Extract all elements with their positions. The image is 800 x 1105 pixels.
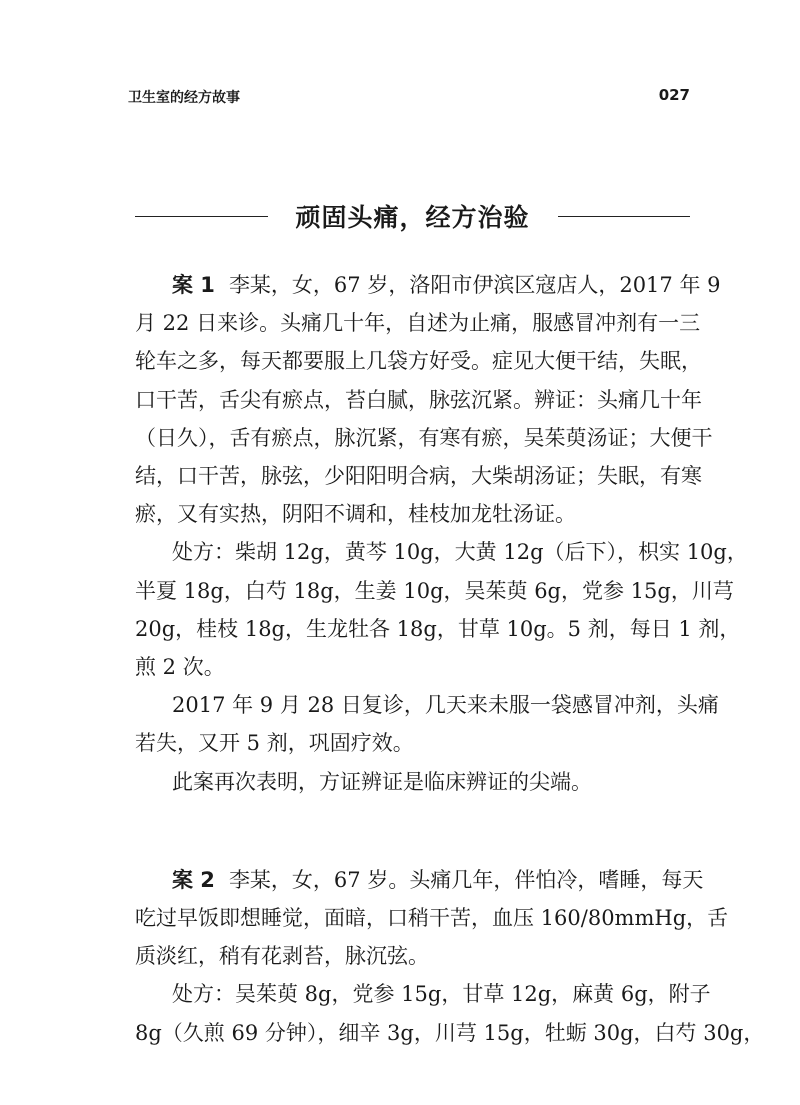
running-header-book-title: 卫生室的经方故事: [128, 90, 240, 106]
case-label: 案 2: [172, 867, 215, 892]
section-title: 顽固头痛，经方治验: [295, 203, 530, 232]
text-line: 2017 年 9 月 28 日复诊，几天来未服一袋感冒冲剂，头痛: [172, 693, 719, 718]
text-span: 李某，女，67 岁，洛阳市伊滨区寇店人，2017 年 9: [228, 273, 721, 297]
text-line: [135, 266, 721, 304]
text-line: 吃过早饭即想睡觉，面暗，口稍干苦，血压 160/80mmHg，舌: [135, 906, 729, 931]
case2-prescription: [135, 975, 765, 1051]
heading-rule-left: [135, 216, 268, 217]
text-line: 煎 2 次。: [135, 655, 225, 680]
text-line: 若失，又开 5 剂，巩固疗效。: [135, 731, 414, 756]
text-line: 质淡红，稍有花剥苔，脉沉弦。: [135, 944, 429, 969]
case2-paragraph: [135, 861, 729, 976]
text-span: 李某，女，67 岁。头痛几年，伴怕冷，嗜睡，每天: [228, 867, 704, 892]
text-line: 8g（久煎 69 分钟），细辛 3g，川芎 15g，牡蛎 30g，白芍 30g，: [135, 1020, 765, 1045]
text-line: 口干苦，舌尖有瘀点，苔白腻，脉弦沉紧。辨证：头痛几十年: [135, 387, 702, 412]
text-line: 处方：吴茱萸 8g，党参 15g，甘草 12g，麻黄 6g，附子: [172, 982, 711, 1007]
text-line: 月 22 日来诊。头痛几十年，自述为止痛，服感冒冲剂有一三: [135, 311, 701, 336]
section-heading: [135, 196, 690, 236]
body-text: [135, 266, 765, 1052]
text-line: 20g，桂枝 18g，生龙牡各 18g，甘草 10g。5 剂，每日 1 剂，: [135, 616, 741, 641]
case1-conclusion: 此案再次表明，方证辨证是临床辨证的尖端。: [172, 769, 592, 794]
page-number: 027: [658, 86, 690, 104]
text-line: 轮车之多，每天都要服上几袋方好受。症见大便干结，失眠，: [135, 349, 702, 374]
text-line: 半夏 18g，白芍 18g，生姜 10g，吴茱萸 6g，党参 15g，川芎: [135, 578, 734, 603]
case1-paragraph: [135, 266, 721, 533]
text-line: [135, 861, 704, 899]
case1-prescription: [135, 533, 748, 686]
case-label: 案 1: [172, 273, 215, 297]
text-line: 处方：柴胡 12g，黄芩 10g，大黄 12g（后下），枳实 10g，: [172, 540, 748, 565]
heading-rule-right: [558, 216, 691, 217]
text-line: 结，口干苦，脉弦，少阳阳明合病，大柴胡汤证；失眠，有寒: [135, 464, 702, 489]
case1-followup: [135, 686, 719, 762]
text-line: 瘀，又有实热，阴阳不调和，桂枝加龙牡汤证。: [135, 502, 576, 527]
text-line: （日久），舌有瘀点，脉沉紧，有寒有瘀，吴茱萸汤证；大便干: [135, 425, 713, 450]
